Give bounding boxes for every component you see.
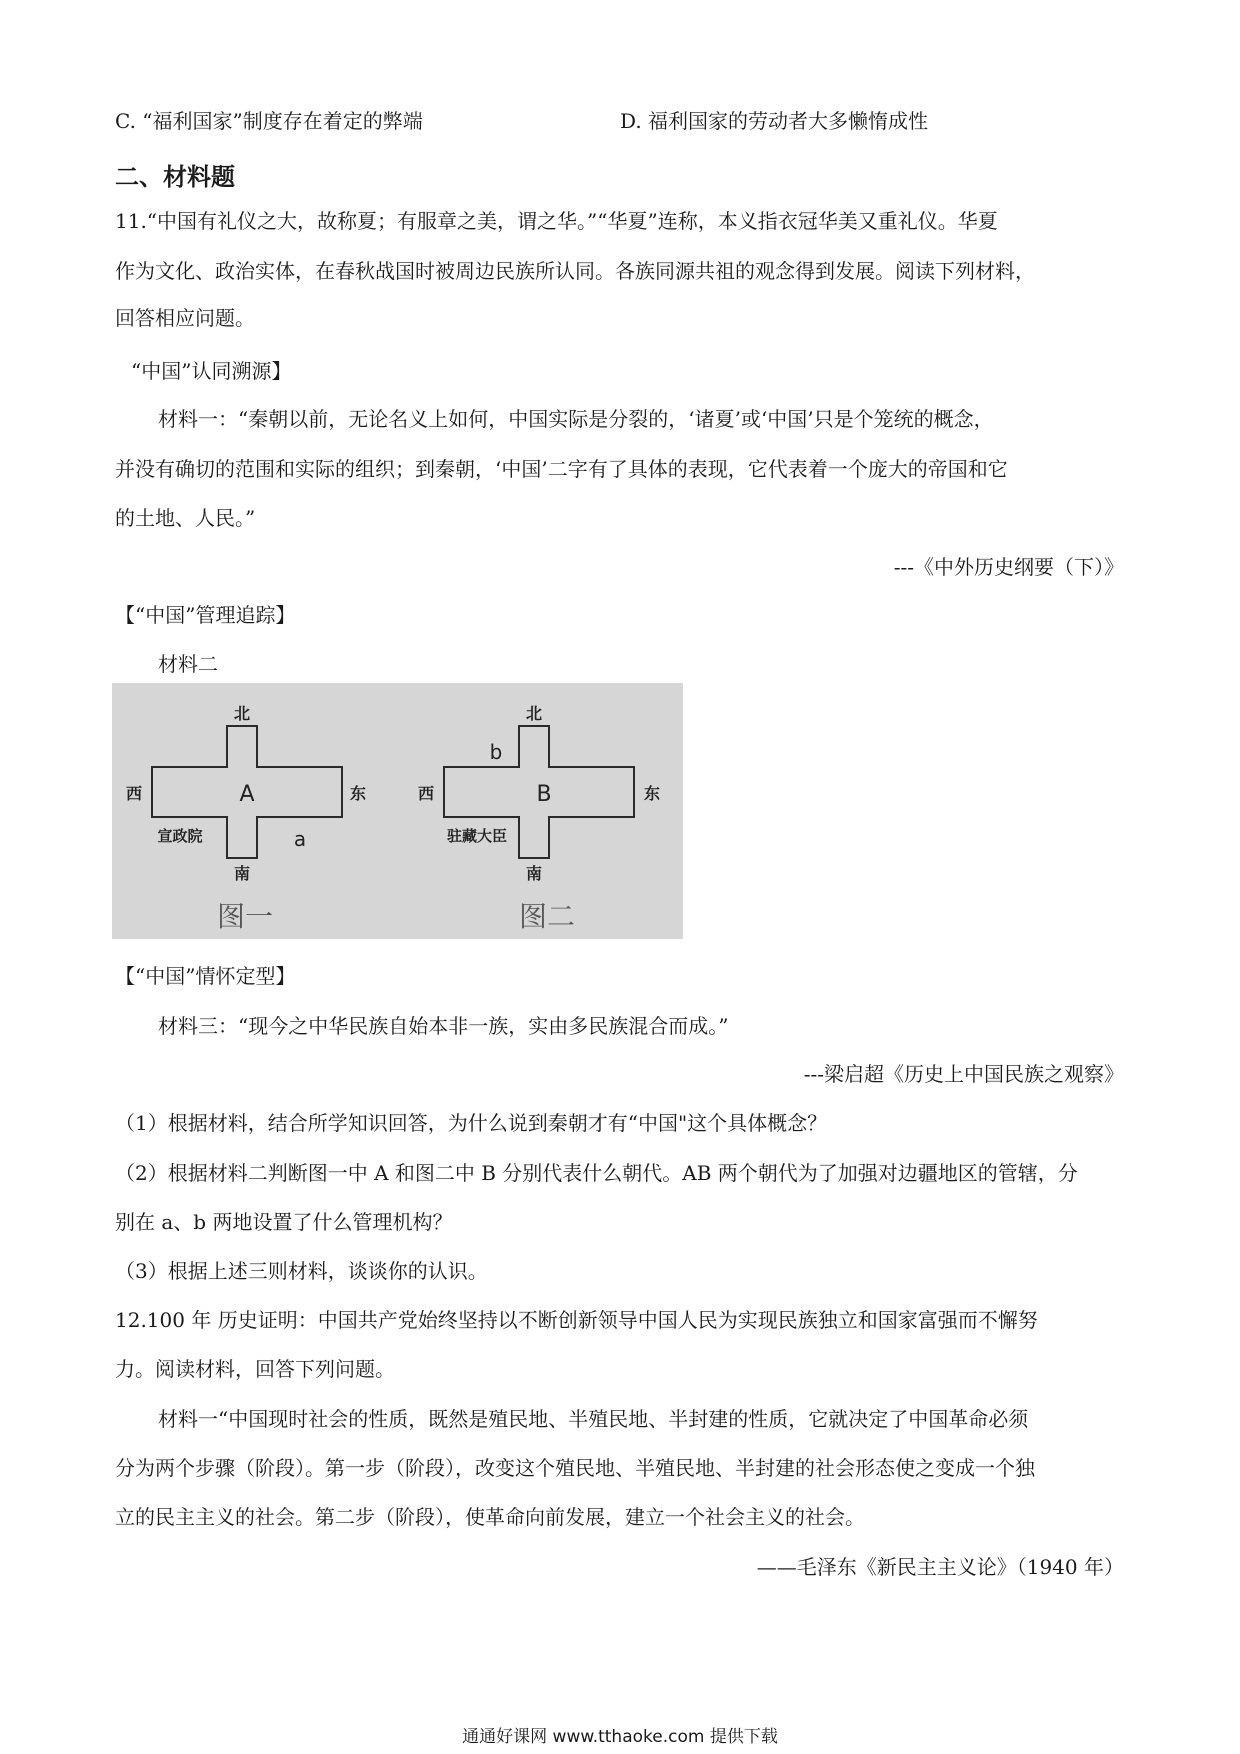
q12-material1-line: 立的民主主义的社会。第二步（阶段），使革命向前发展，建立一个社会主义的社会。 xyxy=(115,1505,865,1529)
q11-material1-line: 材料一：“秦朝以前，无论名义上如何，中国实际是分裂的，‘诸夏’或‘中国’只是个笼统的概念， xyxy=(158,407,994,431)
q12-source1: ——毛泽东《新民主主义论》（1940 年） xyxy=(756,1555,1124,1579)
q11-source3: ---梁启超《历史上中国民族之观察》 xyxy=(803,1062,1124,1086)
q11-question: （3）根据上述三则材料，谈谈你的认识。 xyxy=(115,1259,488,1283)
material2-figure xyxy=(112,683,683,939)
fig1-small-label: a xyxy=(293,827,307,851)
q12-material1-line: 材料一“中国现时社会的性质，既然是殖民地、半殖民地、半封建的性质，它就决定了中国革命必须 xyxy=(158,1407,1029,1431)
q11-material2-label: 材料二 xyxy=(158,652,218,676)
fig1-office: 宣政院 xyxy=(157,827,203,845)
fig2-caption: 图二 xyxy=(518,900,576,933)
fig2-west: 西 xyxy=(417,784,435,803)
fig2-office: 驻藏大臣 xyxy=(446,827,508,845)
q11-heading-sentiment: 【“中国”情怀定型】 xyxy=(115,964,296,988)
q11-question: 别在 a、b 两地设置了什么管理机构？ xyxy=(115,1210,453,1234)
fig1-center-label: A xyxy=(239,782,255,807)
q11-intro-line: 回答相应问题。 xyxy=(115,306,255,330)
q11-material3: 材料三：“现今之中华民族自始本非一族，实由多民族混合而成。” xyxy=(158,1014,729,1038)
q11-heading-management: 【“中国”管理追踪】 xyxy=(115,603,296,627)
q12-intro-line: 力。阅读材料，回答下列问题。 xyxy=(115,1357,395,1381)
q11-source1: ---《中外历史纲要（下）》 xyxy=(893,555,1124,579)
fig1-caption: 图一 xyxy=(216,900,274,933)
fig1-east: 东 xyxy=(349,784,367,803)
fig2-north: 北 xyxy=(525,704,543,723)
fig2-south: 南 xyxy=(525,864,543,883)
q11-material1-line: 并没有确切的范围和实际的组织；到秦朝，‘中国’二字有了具体的表现，它代表着一个庞大的帝国和它 xyxy=(115,457,1008,481)
fig1-west: 西 xyxy=(125,784,143,803)
section-title: 二、材料题 xyxy=(115,162,235,191)
q11-intro-line: 作为文化、政治实体，在春秋战国时被周边民族所认同。各族同源共祖的观念得到发展。阅读下列材料， xyxy=(115,259,1035,283)
q11-question: （1）根据材料，结合所学知识回答，为什么说到秦朝才有“中国"这个具体概念？ xyxy=(115,1111,828,1135)
q11-question: （2）根据材料二判断图一中 A 和图二中 B 分别代表什么朝代。AB 两个朝代为了加强对边疆地区的管辖，分 xyxy=(115,1161,1078,1185)
q12-material1-line: 分为两个步骤（阶段）。第一步（阶段），改变这个殖民地、半殖民地、半封建的社会形态使之变成一个独 xyxy=(115,1456,1035,1480)
fig1-south: 南 xyxy=(233,864,251,883)
fig2-center-label: B xyxy=(536,782,552,807)
fig2-small-label: b xyxy=(489,740,503,764)
q11-heading-origin: “中国”认同溯源】 xyxy=(131,359,292,383)
option-d: D. 福利国家的劳动者大多懒惰成性 xyxy=(620,109,929,133)
q11-intro-line: 11.“中国有礼仪之大，故称夏；有服章之美，谓之华。”“华夏”连称，本义指衣冠华美又重礼仪。华夏 xyxy=(115,209,998,233)
option-c: C. “福利国家”制度存在着定的弊端 xyxy=(115,109,423,133)
fig1-north: 北 xyxy=(233,704,251,723)
fig2-east: 东 xyxy=(643,784,661,803)
page-footer: 通通好课网 www.tthaoke.com 提供下载 xyxy=(462,1727,778,1747)
q12-intro-line: 12.100 年 历史证明：中国共产党始终坚持以不断创新领导中国人民为实现民族独立和国家富强而不懈努 xyxy=(115,1308,1038,1332)
q11-material1-line: 的土地、人民。” xyxy=(115,506,256,530)
